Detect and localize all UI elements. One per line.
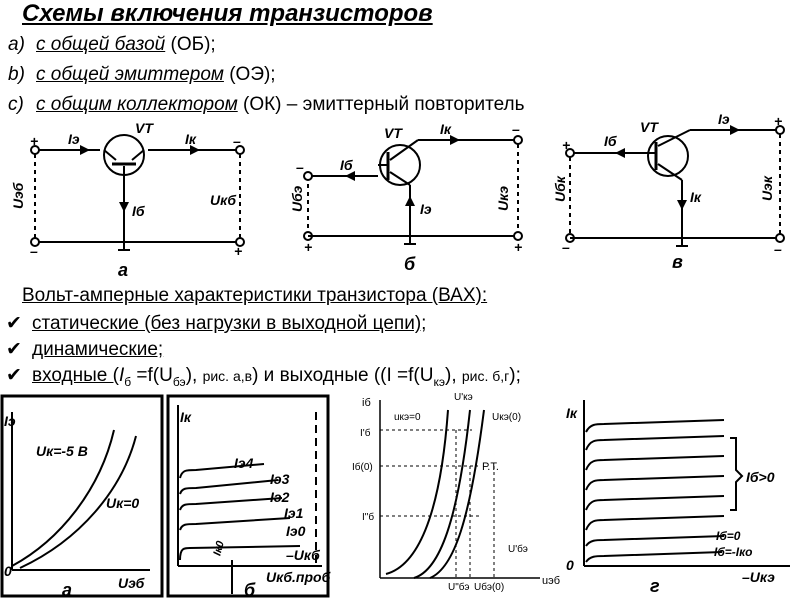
circuit-b-label: б: [404, 254, 416, 274]
circuit-b-ib: Iб: [340, 157, 353, 173]
vax-graphs: [0, 392, 800, 600]
circuit-a-ik: Iк: [185, 131, 196, 147]
circuit-c-plus-2: +: [774, 113, 783, 129]
list-item-a: [8, 34, 216, 56]
circuit-a-ib: Iб: [132, 203, 145, 219]
bullet-io-f2: =f(U: [391, 365, 434, 386]
graph-c-ukz0: uкэ=0: [394, 412, 421, 423]
graph-a-label: а: [62, 580, 73, 600]
circuit-c-plus: +: [562, 137, 571, 153]
bullet-io-ref2: рис. б,г: [461, 368, 510, 384]
graph-b-curve-4: Iэ1: [284, 505, 304, 521]
graph-c-ib2: I"б: [362, 512, 375, 523]
circuit-c-minus-2: –: [774, 241, 782, 257]
list-item-b: [8, 64, 276, 86]
circuit-a-plus: +: [30, 133, 39, 149]
list-marker: b): [8, 64, 25, 85]
bullet-io-i-sub: б: [124, 374, 132, 389]
graph-b-curve-1: Iэ4: [234, 455, 254, 471]
bullet-text: статические (без нагрузки в выходной цепи);: [32, 313, 427, 334]
circuit-b-minus-2: –: [512, 121, 520, 137]
circuit-c-ie: Iэ: [718, 112, 730, 127]
circuit-c-uout: Uэк: [759, 176, 775, 201]
graph-b-neg: –Uкб: [286, 547, 320, 563]
list-marker: a): [8, 34, 25, 55]
bullet-dynamic: [6, 338, 163, 361]
list-suffix: (ОК) – эмиттерный повторитель: [237, 94, 525, 115]
graph-b-curve-5: Iэ0: [286, 523, 306, 539]
graph-d-y: Iк: [566, 405, 577, 421]
list-marker: c): [8, 94, 24, 115]
bullet-static: [6, 312, 426, 335]
circuit-a-ie: Iэ: [68, 131, 80, 147]
bullet-io-f1: =f(U: [131, 365, 173, 386]
list-text: с общей эмиттером: [36, 64, 224, 85]
circuit-c-label: в: [672, 252, 683, 272]
graph-c-ib1: I'б: [360, 428, 371, 439]
circuit-c: [566, 126, 784, 246]
bullet-io-start: входные (: [32, 365, 119, 386]
bullet-io-ref1: рис. а,в: [202, 368, 253, 384]
list-text: с общим коллектором: [36, 94, 238, 115]
list-text: с общей базой: [36, 34, 166, 55]
bullet-io: [6, 364, 521, 389]
circuit-a-minus-2: –: [30, 243, 38, 259]
graph-c-ib0: Iб(0): [352, 462, 373, 473]
bullet-io-end: );: [509, 365, 521, 386]
graph-d-ib0: Iб=0: [716, 529, 741, 543]
circuit-a-vt: VT: [135, 120, 153, 136]
circuit-b-plus-2: +: [514, 239, 523, 255]
graph-c-pt: Р.Т.: [482, 461, 499, 473]
circuit-b-minus: –: [296, 159, 304, 175]
graph-d-ibk: Iб=-Iко: [714, 545, 753, 559]
graph-b-x: Uкб.проб: [266, 569, 331, 585]
graph-c-uk0: Uкэ(0): [492, 412, 522, 423]
circuit-c-vt: VT: [640, 119, 658, 135]
circuit-b-plus: +: [304, 239, 313, 255]
graph-a-origin: 0: [4, 563, 12, 579]
circuit-b: [304, 136, 522, 244]
list-suffix: (ОБ);: [165, 34, 216, 55]
page-title: Схемы включения транзисторов: [22, 0, 433, 27]
circuit-diagrams: [0, 112, 800, 287]
graph-d-x: –Uкэ: [742, 569, 775, 585]
graph-a-y: Iэ: [4, 413, 16, 429]
circuit-b-vt: VT: [384, 125, 402, 141]
circuit-c-ib: Iб: [604, 133, 617, 149]
check-icon: ✔: [6, 365, 22, 386]
circuit-a-uin: Uэб: [10, 182, 26, 209]
graph-c-ub2: U"бэ: [448, 582, 470, 593]
bullet-io-f1-end: ),: [185, 365, 203, 386]
circuit-b-ie: Iэ: [420, 201, 432, 217]
graph-a-x: Uэб: [118, 575, 145, 591]
vax-title: Вольт-амперные характеристики транзистора (ВАХ):: [22, 285, 488, 306]
circuit-b-uout: Uкэ: [495, 185, 511, 211]
circuit-a-label: а: [118, 260, 129, 280]
graph-b-curve-3: Iэ2: [270, 489, 290, 505]
graph-a-curve1: Uк=-5 В: [36, 443, 88, 459]
check-icon: ✔: [6, 313, 22, 334]
graph-b-label: б: [244, 580, 256, 600]
graph-b-ik0: Iк0: [211, 539, 227, 558]
graph-c-y: iб: [362, 397, 371, 409]
bullet-io-mid: ) и выходные ((I: [252, 365, 392, 386]
circuit-c-ik: Iк: [690, 189, 701, 205]
graph-b-curve-2: Iэ3: [270, 471, 290, 487]
circuit-a-minus: –: [233, 133, 241, 149]
graph-d-origin: 0: [566, 557, 574, 573]
bullet-io-f2-end: ),: [445, 365, 462, 386]
circuit-a-uout: Uкб: [210, 192, 237, 208]
graph-a-curve2: Uк=0: [106, 495, 140, 511]
circuit-b-uin: Uбэ: [289, 185, 305, 212]
graph-d-brace: Iб>0: [746, 469, 775, 485]
graph-c-uk1: U'кэ: [454, 392, 473, 403]
list-suffix: (ОЭ);: [223, 64, 276, 85]
graph-b-y: Iк: [180, 409, 191, 425]
circuit-c-uin: Uбк: [552, 176, 568, 202]
bullet-io-f1-sub: бэ: [172, 374, 186, 389]
check-icon: ✔: [6, 339, 22, 360]
graph-c-ub0: Uбэ(0): [474, 582, 505, 593]
graph-b: [168, 396, 328, 596]
circuit-b-ik: Iк: [440, 121, 451, 137]
graph-c-x: uэб: [542, 575, 561, 587]
graph-c-ub1: U'бэ: [508, 544, 528, 555]
graph-d-label: г: [650, 576, 660, 596]
circuit-a-plus-2: +: [234, 243, 243, 259]
bullet-io-i: I: [118, 365, 125, 386]
bullet-io-f2-sub: кэ: [433, 374, 445, 389]
circuit-c-minus: –: [562, 239, 570, 255]
bullet-text: динамические;: [32, 339, 164, 360]
